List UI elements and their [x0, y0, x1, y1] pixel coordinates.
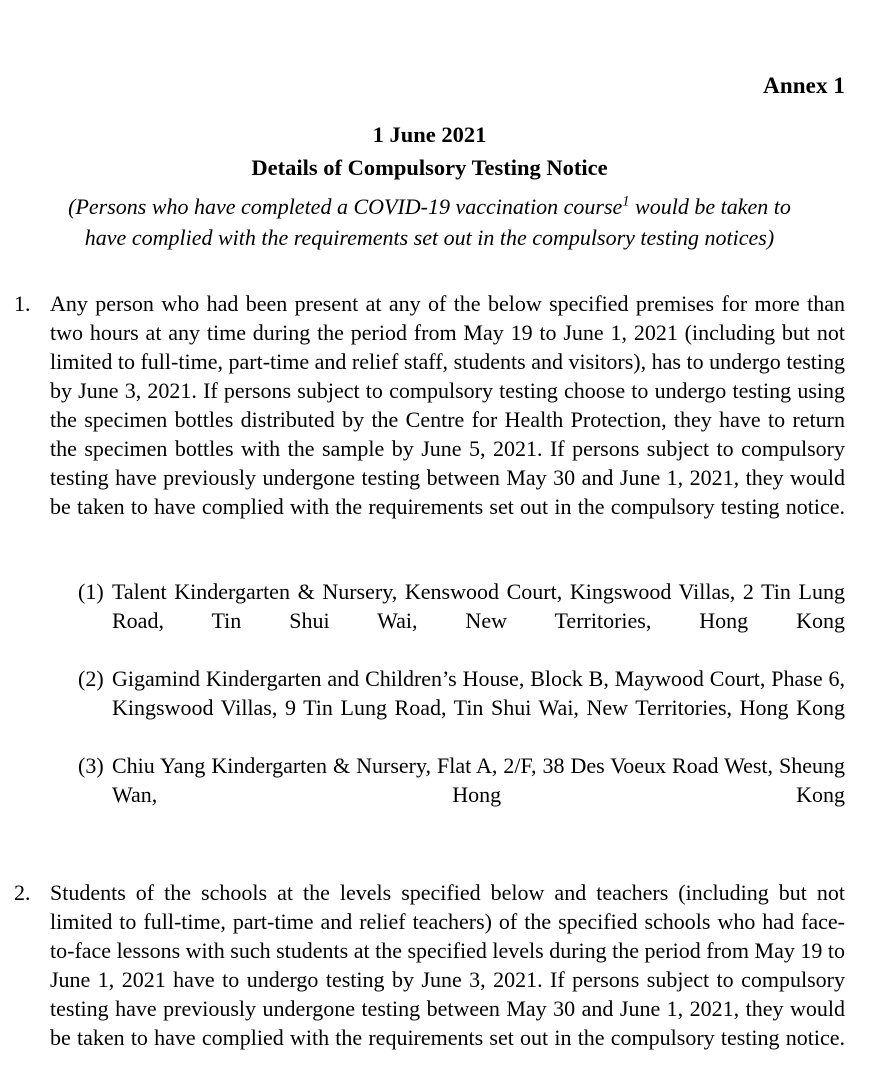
document-content	[14, 0, 845, 1081]
annex-label: Annex 1	[763, 73, 845, 98]
clause-1-marker: 1.	[14, 291, 31, 316]
premises-1-marker: (1)	[78, 579, 104, 604]
premises-list	[14, 577, 845, 838]
subtitle-line-1	[40, 191, 819, 222]
subtitle-text-before-footnote: (Persons who have completed a COVID-19 vaccination course	[68, 194, 623, 219]
premises-2-marker: (2)	[78, 666, 104, 691]
list-item	[78, 751, 845, 838]
premises-3-marker: (3)	[78, 753, 104, 778]
clause-2	[14, 878, 845, 1081]
footnote-marker: 1	[622, 193, 630, 210]
clause-2-text: Students of the schools at the levels specified below and teachers (including but not limited to full-time, part-time and relief teachers) of the specified schools who had face-to-face lessons with such students at the specified levels during the period from May 19 to June 1, 2021 have to undergo testing by June 3, 2021. If persons subject to compulsory testing have previously undergone testing between May 30 and June 1, 2021, they would be taken to have complied with the requirements set out in the compulsory testing notice.	[50, 880, 845, 1050]
clause-1	[14, 289, 845, 550]
clause-1-text: Any person who had been present at any of the below specified premises for more than two hours at any time during the period from May 19 to June 1, 2021 (including but not limited to full-time, part-time and relief staff, students and visitors), has to undergo testing by June 3, 2021. If persons subject to compulsory testing choose to undergo testing using the specimen bottles distributed by the Centre for Health Protection, they have to return the specimen bottles with the sample by June 5, 2021. If persons subject to compulsory testing have previously undergone testing between May 30 and June 1, 2021, they would be taken to have complied with the requirements set out in the compulsory testing notice.	[50, 291, 845, 519]
clause-2-marker: 2.	[14, 880, 31, 905]
subtitle-text-after-footnote: would be taken to	[629, 194, 791, 219]
title-block	[14, 120, 845, 253]
page-title: Details of Compulsory Testing Notice	[251, 155, 608, 180]
premises-1-text: Talent Kindergarten & Nursery, Kenswood Court, Kingswood Villas, 2 Tin Lung Road, Tin Shui Wai, New Territories, Hong Kong	[112, 579, 845, 633]
premises-2-text: Gigamind Kindergarten and Children’s House, Block B, Maywood Court, Phase 6, Kingswood Villas, 9 Tin Lung Road, Tin Shui Wai, New Territories, Hong Kong	[112, 666, 845, 720]
document-date: 1 June 2021	[372, 122, 487, 147]
document-subtitle	[14, 191, 845, 253]
list-item	[78, 577, 845, 664]
subtitle-line-2: have complied with the requirements set out in the compulsory testing notices)	[84, 225, 775, 250]
list-item	[78, 664, 845, 751]
premises-3-text: Chiu Yang Kindergarten & Nursery, Flat A, 2/F, 38 Des Voeux Road West, Sheung Wan, Hong Kong	[112, 753, 845, 807]
